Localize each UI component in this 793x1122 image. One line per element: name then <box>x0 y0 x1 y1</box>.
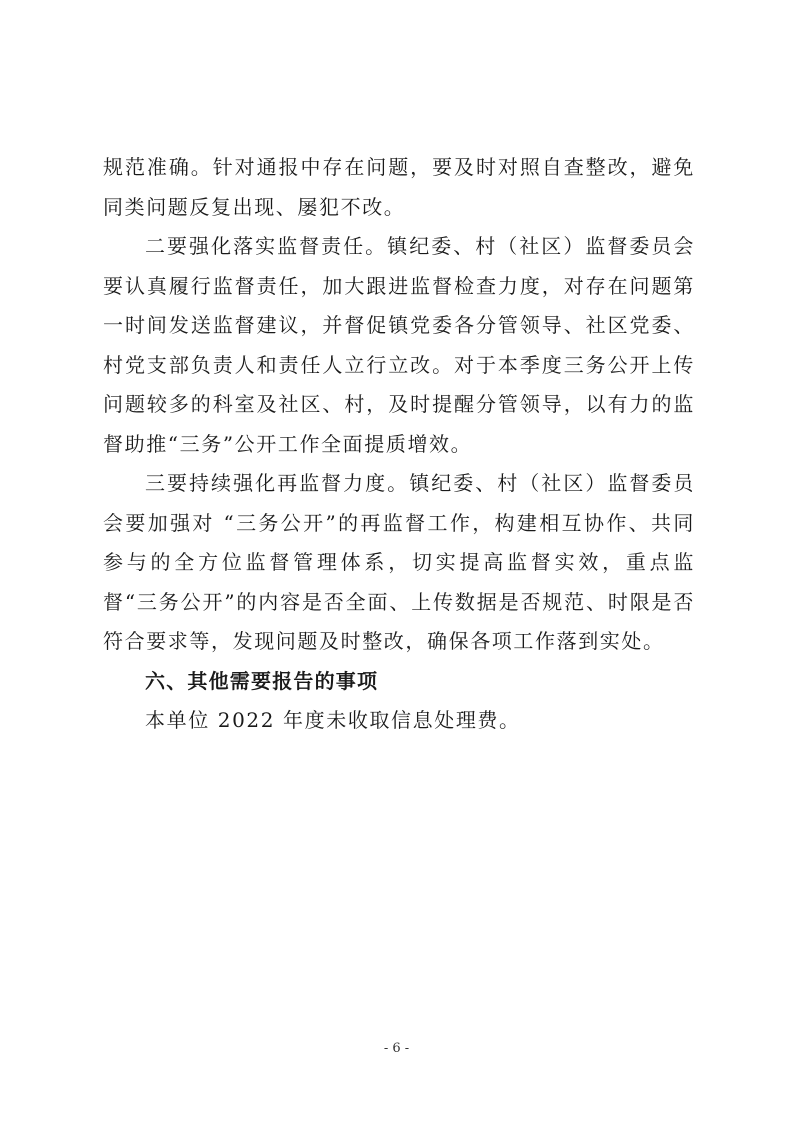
document-body <box>103 148 695 741</box>
paragraph-continuation: 规范准确。针对通报中存在问题，要及时对照自查整改，避免同类问题反复出现、屡犯不改。 <box>103 155 695 219</box>
section-heading: 六、其他需要报告的事项 <box>145 668 379 693</box>
paragraph-re-supervision: 三要持续强化再监督力度。镇纪委、村（社区）监督委员会要加强对 “三务公开”的再监督工作，构建相互协作、共同参与的全方位监督管理体系，切实提高监督实效，重点监督“三务公开”的内容是否全面、上传数据是否规范、时限是否符合要求等，发现问题及时整改，确保各项工作落到实处。 <box>103 471 695 653</box>
paragraph-supervision-responsibility: 二要强化落实监督责任。镇纪委、村（社区）监督委员会要认真履行监督责任，加大跟进监督检查力度，对存在问题第一时间发送监督建议，并督促镇党委各分管领导、社区党委、村党支部负责人和责任人立行立改。对于本季度三务公开上传问题较多的科室及社区、村，及时提醒分管领导，以有力的监督助推“三务”公开工作全面提质增效。 <box>103 234 695 456</box>
page-number: - 6 - <box>383 1041 410 1056</box>
paragraph-closing: 本单位 2022 年度未收取信息处理费。 <box>145 708 521 732</box>
